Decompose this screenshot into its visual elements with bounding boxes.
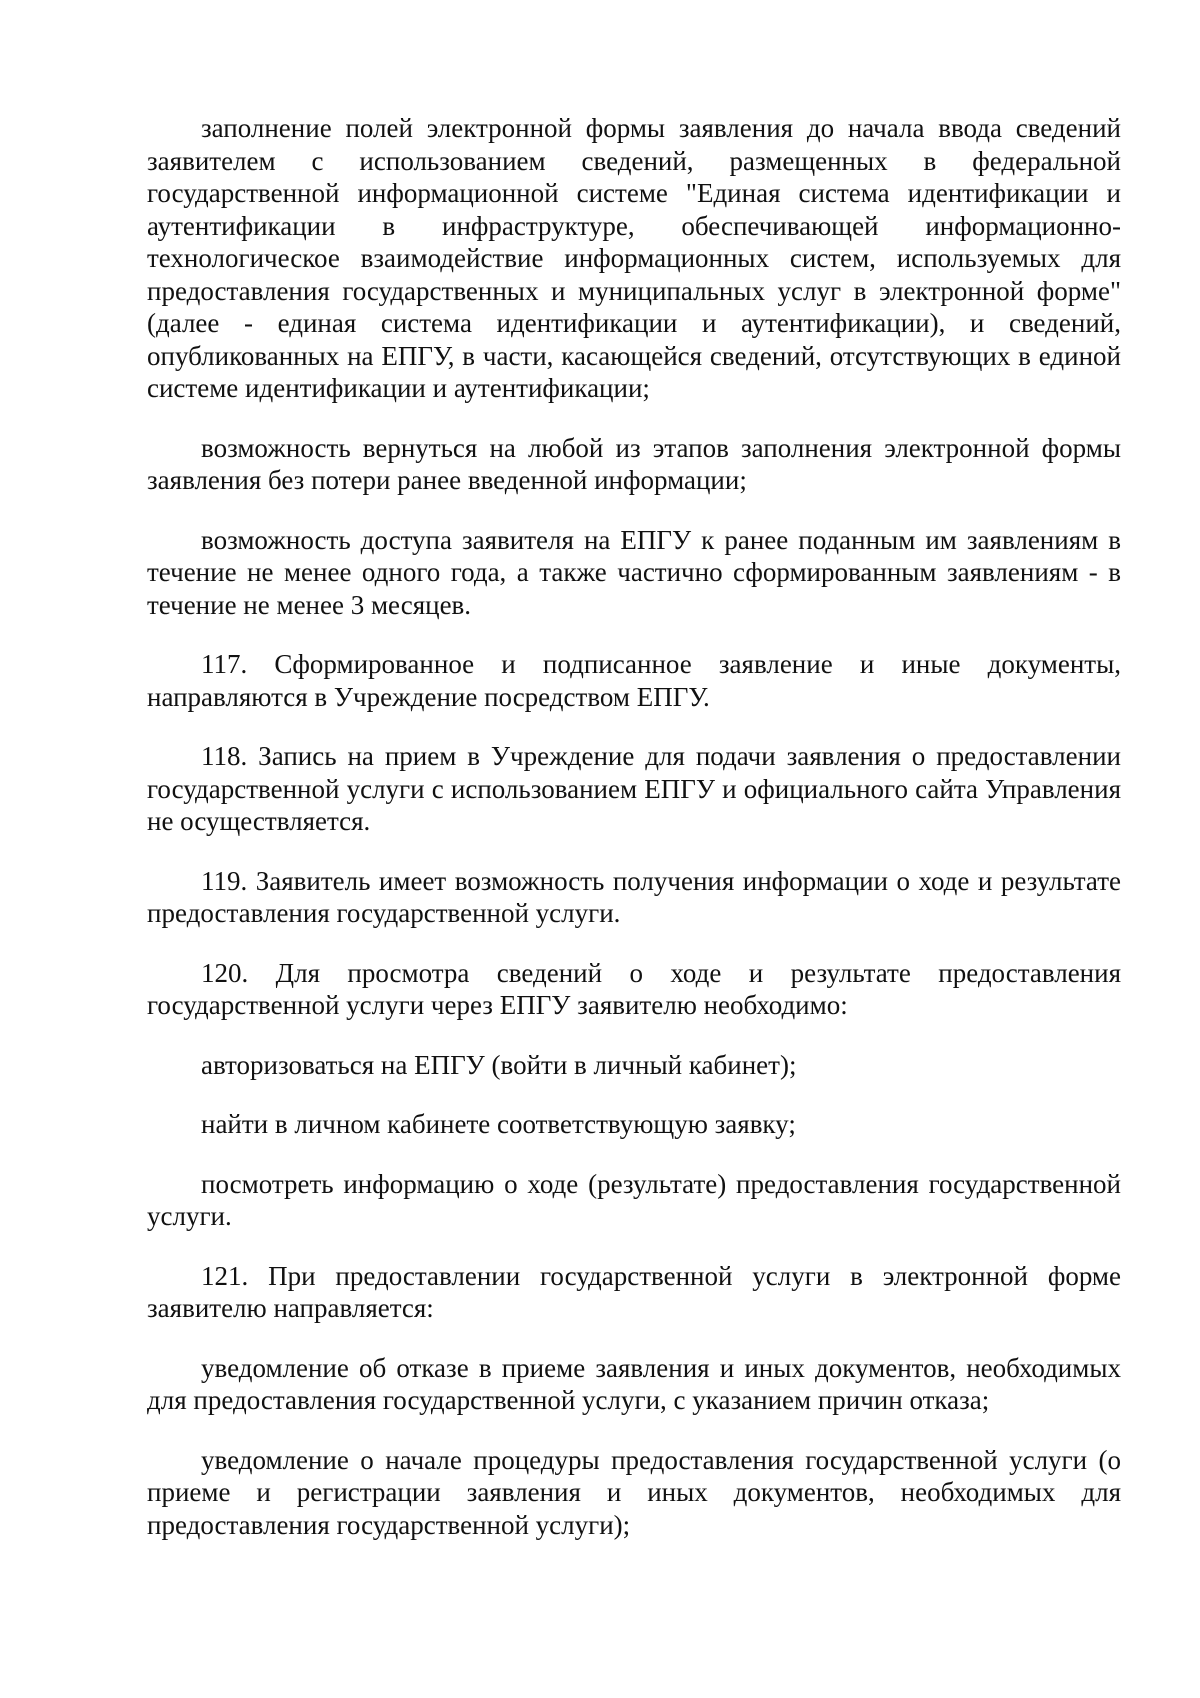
paragraph-start-notice: уведомление о начале процедуры предоставления государственной услуги (о приеме и регистрации заявления и иных документов, необходимых для предоставления государственной услуги);: [147, 1444, 1121, 1540]
paragraph-item-119: 119. Заявитель имеет возможность получения информации о ходе и результате предоставления государственной услуги.: [147, 865, 1121, 928]
document-body: [147, 112, 1121, 1568]
paragraph-find-request: найти в личном кабинете соответствующую заявку;: [201, 1109, 796, 1139]
paragraph-item-121: 121. При предоставлении государственной услуги в электронной форме заявителю направляется:: [147, 1260, 1121, 1323]
paragraph-view-status: посмотреть информацию о ходе (результате) предоставления государственной услуги.: [147, 1168, 1121, 1231]
paragraph-item-120: 120. Для просмотра сведений о ходе и результате предоставления государственной услуги через ЕПГУ заявителю необходимо:: [147, 957, 1121, 1020]
paragraph-item-117: 117. Сформированное и подписанное заявление и иные документы, направляются в Учреждение посредством ЕПГУ.: [147, 649, 1121, 712]
paragraph-item-118: 118. Запись на прием в Учреждение для подачи заявления о предоставлении государственной услуги с использованием ЕПГУ и официального сайта Управления не осуществляется.: [147, 741, 1121, 836]
paragraph-form-autofill: заполнение полей электронной формы заявления до начала ввода сведений заявителем с использованием сведений, размещенных в федеральной государственной информационной системе "Единая система идентификации и аутентификации в инфраструктуре, обеспечивающей информационно-технологическое взаимодействие информационных систем, используемых для предоставления государственных и муниципальных услуг в электронной форме" (далее - единая система идентификации и аутентификации), и сведений, опубликованных на ЕПГУ, в части, касающейся сведений, отсутствующих в единой системе идентификации и аутентификации;: [147, 113, 1121, 403]
paragraph-return-to-step: возможность вернуться на любой из этапов заполнения электронной формы заявления без потери ранее введенной информации;: [147, 432, 1121, 495]
paragraph-refusal-notice: уведомление об отказе в приеме заявления и иных документов, необходимых для предоставления государственной услуги, с указанием причин отказа;: [147, 1352, 1121, 1415]
paragraph-authorize: авторизоваться на ЕПГУ (войти в личный кабинет);: [201, 1049, 797, 1080]
paragraph-access-applications: возможность доступа заявителя на ЕПГУ к ранее поданным им заявлениям в течение не менее одного года, а также частично сформированным заявлениям - в течение не менее 3 месяцев.: [147, 524, 1121, 620]
